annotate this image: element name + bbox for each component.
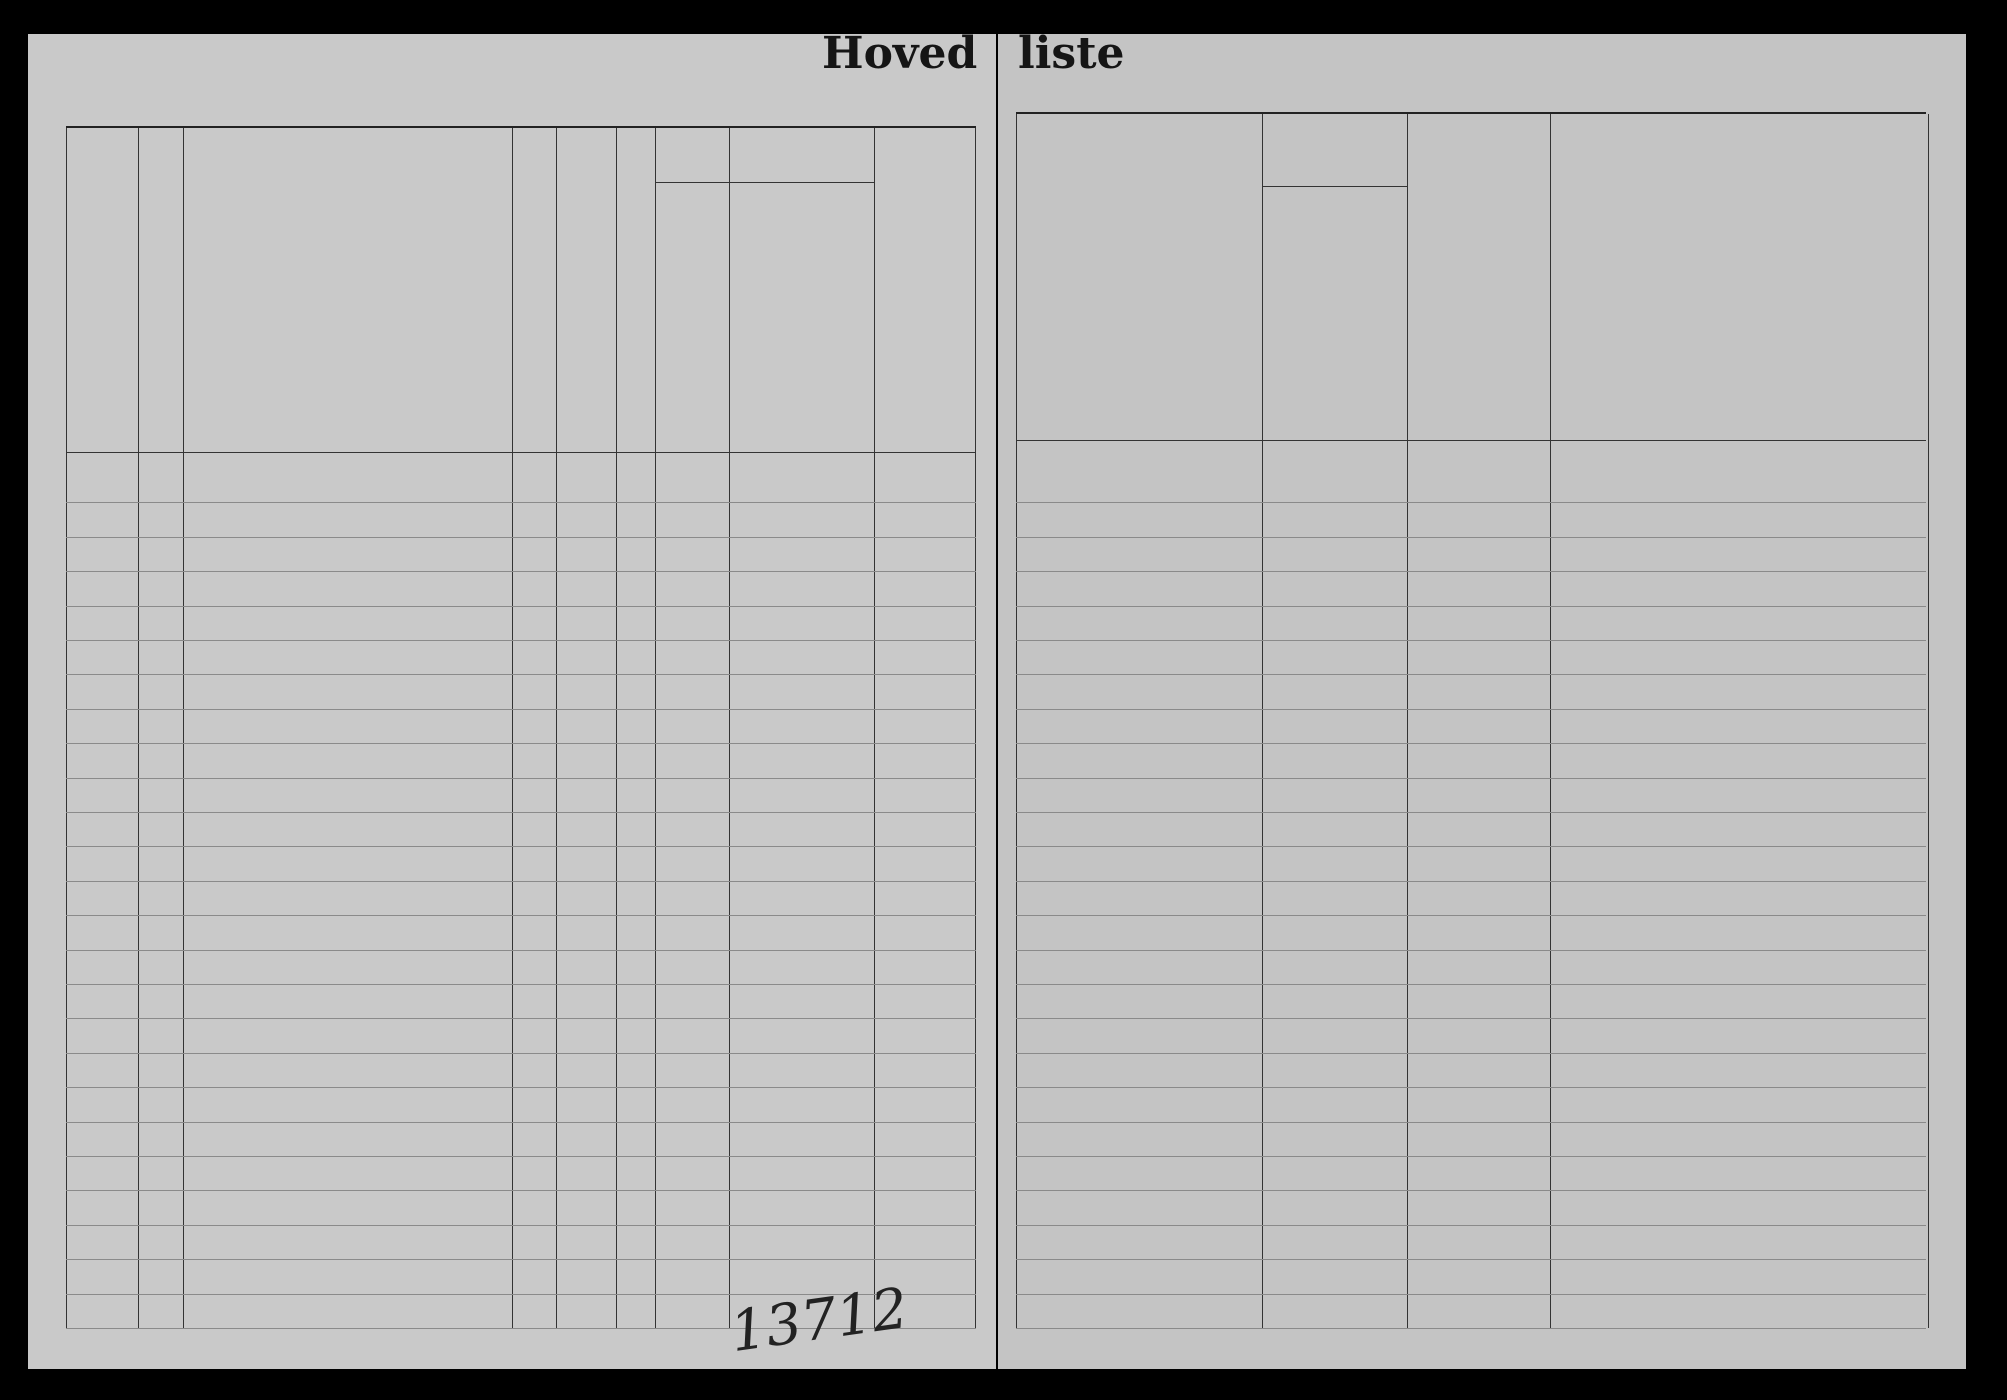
title-hoved: Hoved (822, 28, 978, 79)
left-row-rule (66, 881, 976, 882)
left-col-line (512, 128, 513, 1328)
right-col-line (1407, 114, 1408, 1328)
left-top-rule (66, 126, 976, 128)
left-row-rule (66, 537, 976, 538)
left-col-line (183, 128, 184, 1328)
right-row-rule (1016, 571, 1926, 572)
right-row-rule (1016, 743, 1926, 744)
right-row-rule (1016, 846, 1926, 847)
left-row-rule (66, 812, 976, 813)
left-row-rule (66, 1225, 976, 1226)
right-col-line (1550, 114, 1551, 1328)
right-row-rule (1016, 1018, 1926, 1019)
left-row-rule (66, 984, 976, 985)
right-header-bottom-rule (1016, 440, 1926, 441)
left-row-rule (66, 743, 976, 744)
right-col-line (1016, 114, 1017, 1328)
right-row-rule (1016, 1259, 1926, 1260)
right-row-rule (1016, 984, 1926, 985)
left-row-rule (66, 778, 976, 779)
right-row-rule (1016, 537, 1926, 538)
left-row-rule (66, 606, 976, 607)
left-row-rule (66, 950, 976, 951)
right-row-rule (1016, 1225, 1926, 1226)
right-row-rule (1016, 812, 1926, 813)
right-top-rule (1016, 112, 1926, 114)
col11-sub-rule (1262, 186, 1407, 187)
right-row-rule (1016, 1122, 1926, 1123)
left-col-line (655, 128, 656, 1328)
left-col-line (138, 128, 139, 1328)
left-col-line (66, 128, 67, 1328)
left-row-rule (66, 1053, 976, 1054)
left-col-line (975, 128, 976, 1328)
right-row-rule (1016, 502, 1926, 503)
left-row-rule (66, 571, 976, 572)
title-liste: liste (1018, 28, 1125, 79)
col78-sub-rule (655, 182, 875, 183)
right-col-line (1928, 114, 1929, 1328)
archive-stamp: 13712 (726, 1275, 912, 1366)
right-col-line (1262, 114, 1263, 1328)
right-row-rule (1016, 1294, 1926, 1295)
left-col-line (556, 128, 557, 1328)
right-row-rule (1016, 606, 1926, 607)
left-row-rule (66, 709, 976, 710)
left-row-rule (66, 1122, 976, 1123)
left-row-rule (66, 1156, 976, 1157)
left-row-rule (66, 1190, 976, 1191)
right-row-rule (1016, 1053, 1926, 1054)
right-row-rule (1016, 915, 1926, 916)
left-row-rule (66, 1259, 976, 1260)
right-row-rule (1016, 1156, 1926, 1157)
left-col-line (616, 128, 617, 1328)
right-row-rule (1016, 709, 1926, 710)
left-row-rule (66, 640, 976, 641)
right-page (998, 34, 1966, 1369)
left-row-rule (66, 674, 976, 675)
right-row-rule (1016, 1087, 1926, 1088)
left-row-rule (66, 502, 976, 503)
left-row-rule (66, 846, 976, 847)
right-row-rule (1016, 640, 1926, 641)
left-row-rule (66, 1087, 976, 1088)
right-row-rule (1016, 1328, 1926, 1329)
left-col-line (729, 128, 730, 1328)
right-row-rule (1016, 1190, 1926, 1191)
right-row-rule (1016, 674, 1926, 675)
left-row-rule (66, 915, 976, 916)
left-col-line (874, 128, 875, 1328)
right-row-rule (1016, 881, 1926, 882)
left-row-rule (66, 1018, 976, 1019)
left-header-bottom-rule (66, 452, 976, 453)
right-row-rule (1016, 778, 1926, 779)
right-row-rule (1016, 950, 1926, 951)
